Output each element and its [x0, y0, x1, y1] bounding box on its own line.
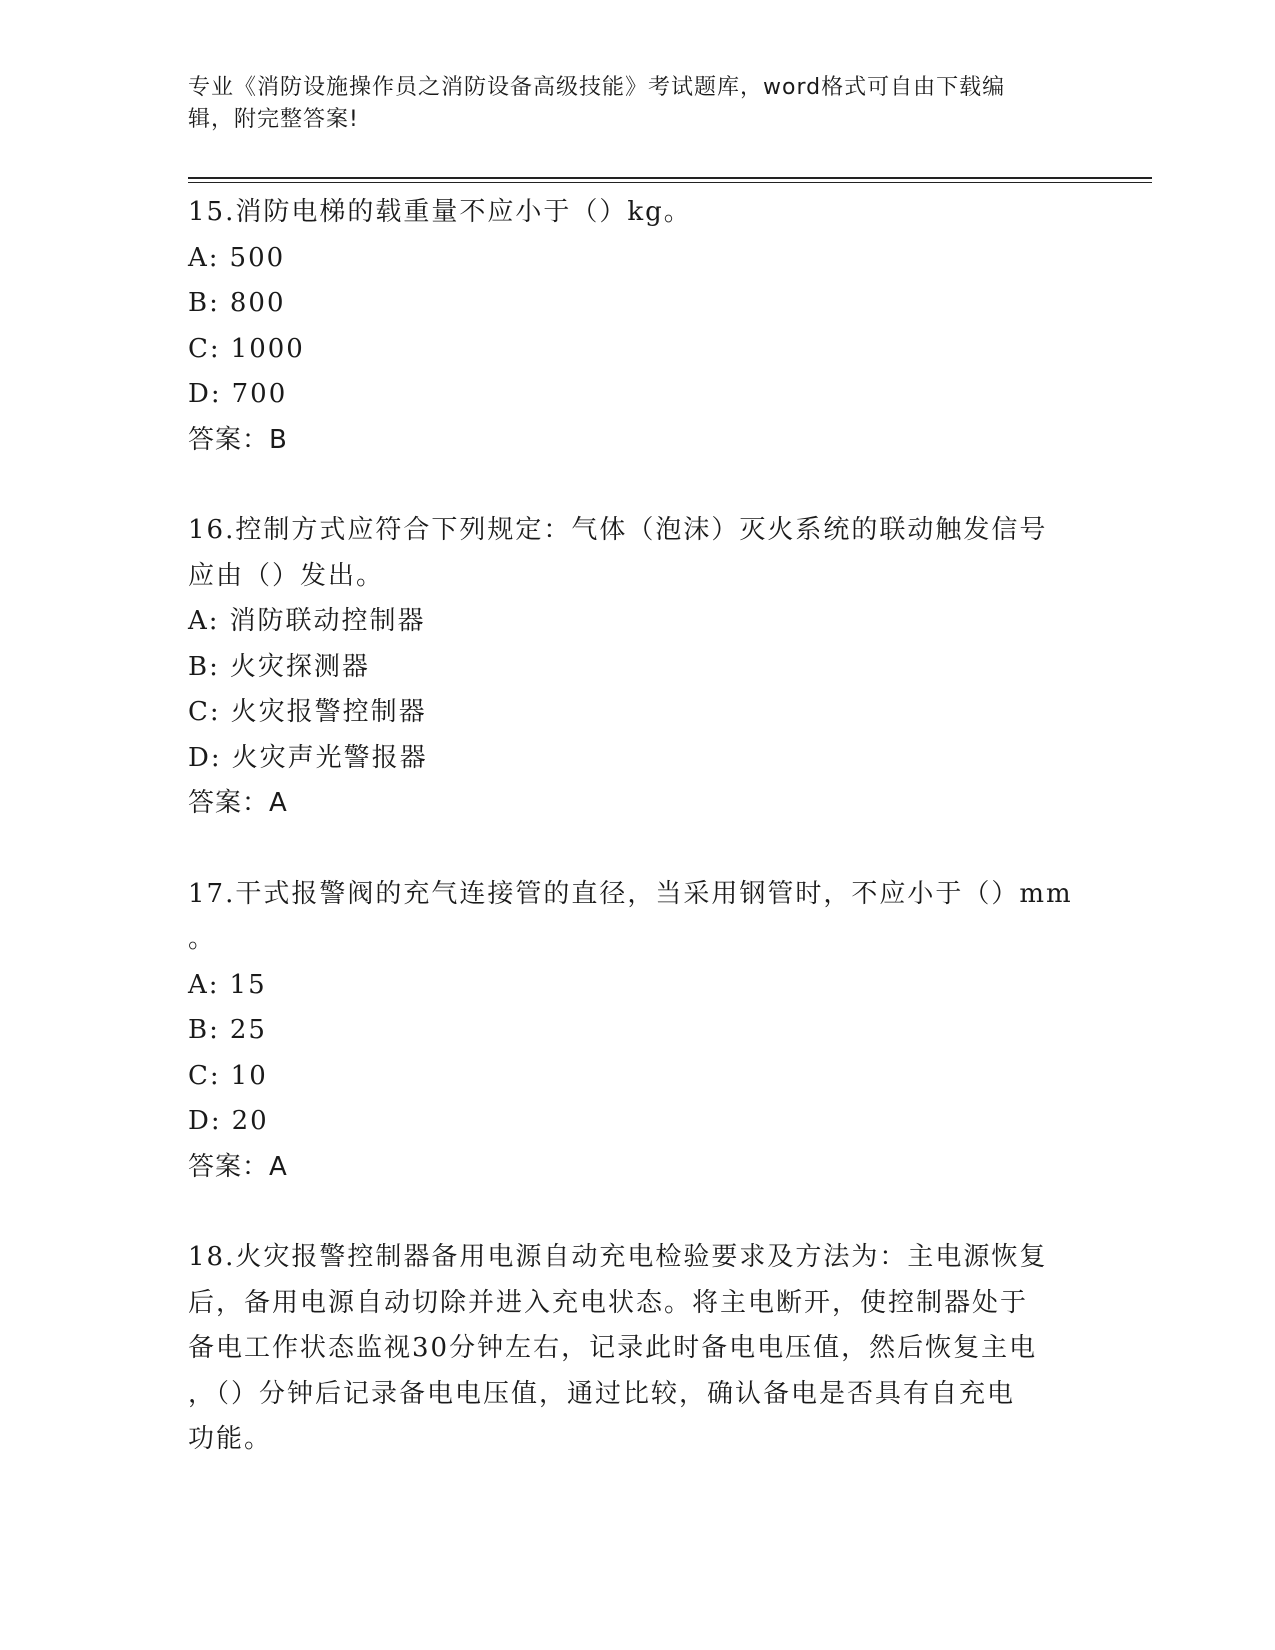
question-text-line-2: 应由（）发出。	[188, 560, 385, 591]
question-text: 15.消防电梯的载重量不应小于（）kg。	[188, 197, 692, 227]
option-letter: D:	[188, 379, 222, 409]
option-b	[188, 1008, 1088, 1054]
option-letter: D:	[188, 1106, 222, 1136]
option-text: 10	[230, 1060, 268, 1091]
document-header	[188, 72, 1088, 136]
option-text: 火灾探测器	[229, 651, 370, 682]
answer: 答案：B	[188, 424, 288, 455]
option-c	[188, 690, 1088, 736]
question-text-line-5: 功能。	[188, 1424, 273, 1454]
question-text-line-1: 17.干式报警阀的充气连接管的直径，当采用钢管时，不应小于（）mm	[188, 878, 1073, 909]
header-rule-thick	[188, 177, 1152, 179]
option-letter: D:	[188, 742, 222, 773]
option-text: 700	[231, 379, 288, 409]
option-a	[188, 963, 1088, 1009]
question-text-line-2: 后，备用电源自动切除并进入充电状态。将主电断开，使控制器处于	[188, 1287, 1029, 1318]
question-16	[188, 508, 1088, 827]
option-d	[188, 1099, 1088, 1145]
option-d	[188, 736, 1088, 782]
option-a	[188, 599, 1088, 645]
question-text-line-1: 18.火灾报警控制器备用电源自动充电检验要求及方法为：主电源恢复	[188, 1242, 1048, 1272]
option-c	[188, 1054, 1088, 1100]
option-b	[188, 281, 1088, 327]
option-d	[188, 372, 1088, 418]
header-line-2: 辑，附完整答案!	[188, 107, 359, 132]
option-letter: A:	[188, 242, 220, 273]
answer: 答案：A	[188, 788, 288, 818]
answer: 答案：A	[188, 1151, 288, 1182]
question-list	[188, 190, 1088, 1508]
header-rule-thin	[188, 182, 1152, 183]
question-18	[188, 1235, 1088, 1463]
option-letter: B:	[188, 288, 220, 318]
option-letter: C:	[188, 697, 221, 727]
option-c	[188, 327, 1088, 373]
option-letter: C:	[188, 333, 221, 364]
option-b	[188, 645, 1088, 691]
option-text: 25	[229, 1015, 267, 1045]
option-text: 500	[229, 242, 286, 273]
option-letter: A:	[188, 606, 220, 636]
option-text: 800	[229, 288, 286, 318]
question-text-line-4: ，（）分钟后记录备电电压值，通过比较，确认备电是否具有自充电	[188, 1378, 1016, 1409]
question-text-line-3: 备电工作状态监视30分钟左右，记录此时备电电压值，然后恢复主电	[188, 1333, 1038, 1363]
option-letter: B:	[188, 651, 220, 682]
question-17	[188, 872, 1088, 1191]
option-text: 20	[231, 1106, 269, 1136]
option-letter: C:	[188, 1060, 221, 1091]
option-text: 火灾声光警报器	[231, 742, 428, 773]
option-text: 火灾报警控制器	[230, 697, 427, 727]
option-letter: A:	[188, 969, 220, 1000]
option-a	[188, 236, 1088, 282]
question-text-line-2: 。	[188, 924, 217, 954]
question-15	[188, 190, 1088, 463]
option-letter: B:	[188, 1015, 220, 1045]
option-text: 1000	[230, 333, 305, 364]
option-text: 15	[229, 969, 267, 1000]
header-line-1: 专业《消防设施操作员之消防设备高级技能》考试题库，word格式可自由下载编	[188, 75, 1006, 100]
option-text: 消防联动控制器	[229, 606, 426, 636]
question-text-line-1: 16.控制方式应符合下列规定：气体（泡沫）灭火系统的联动触发信号	[188, 515, 1048, 545]
